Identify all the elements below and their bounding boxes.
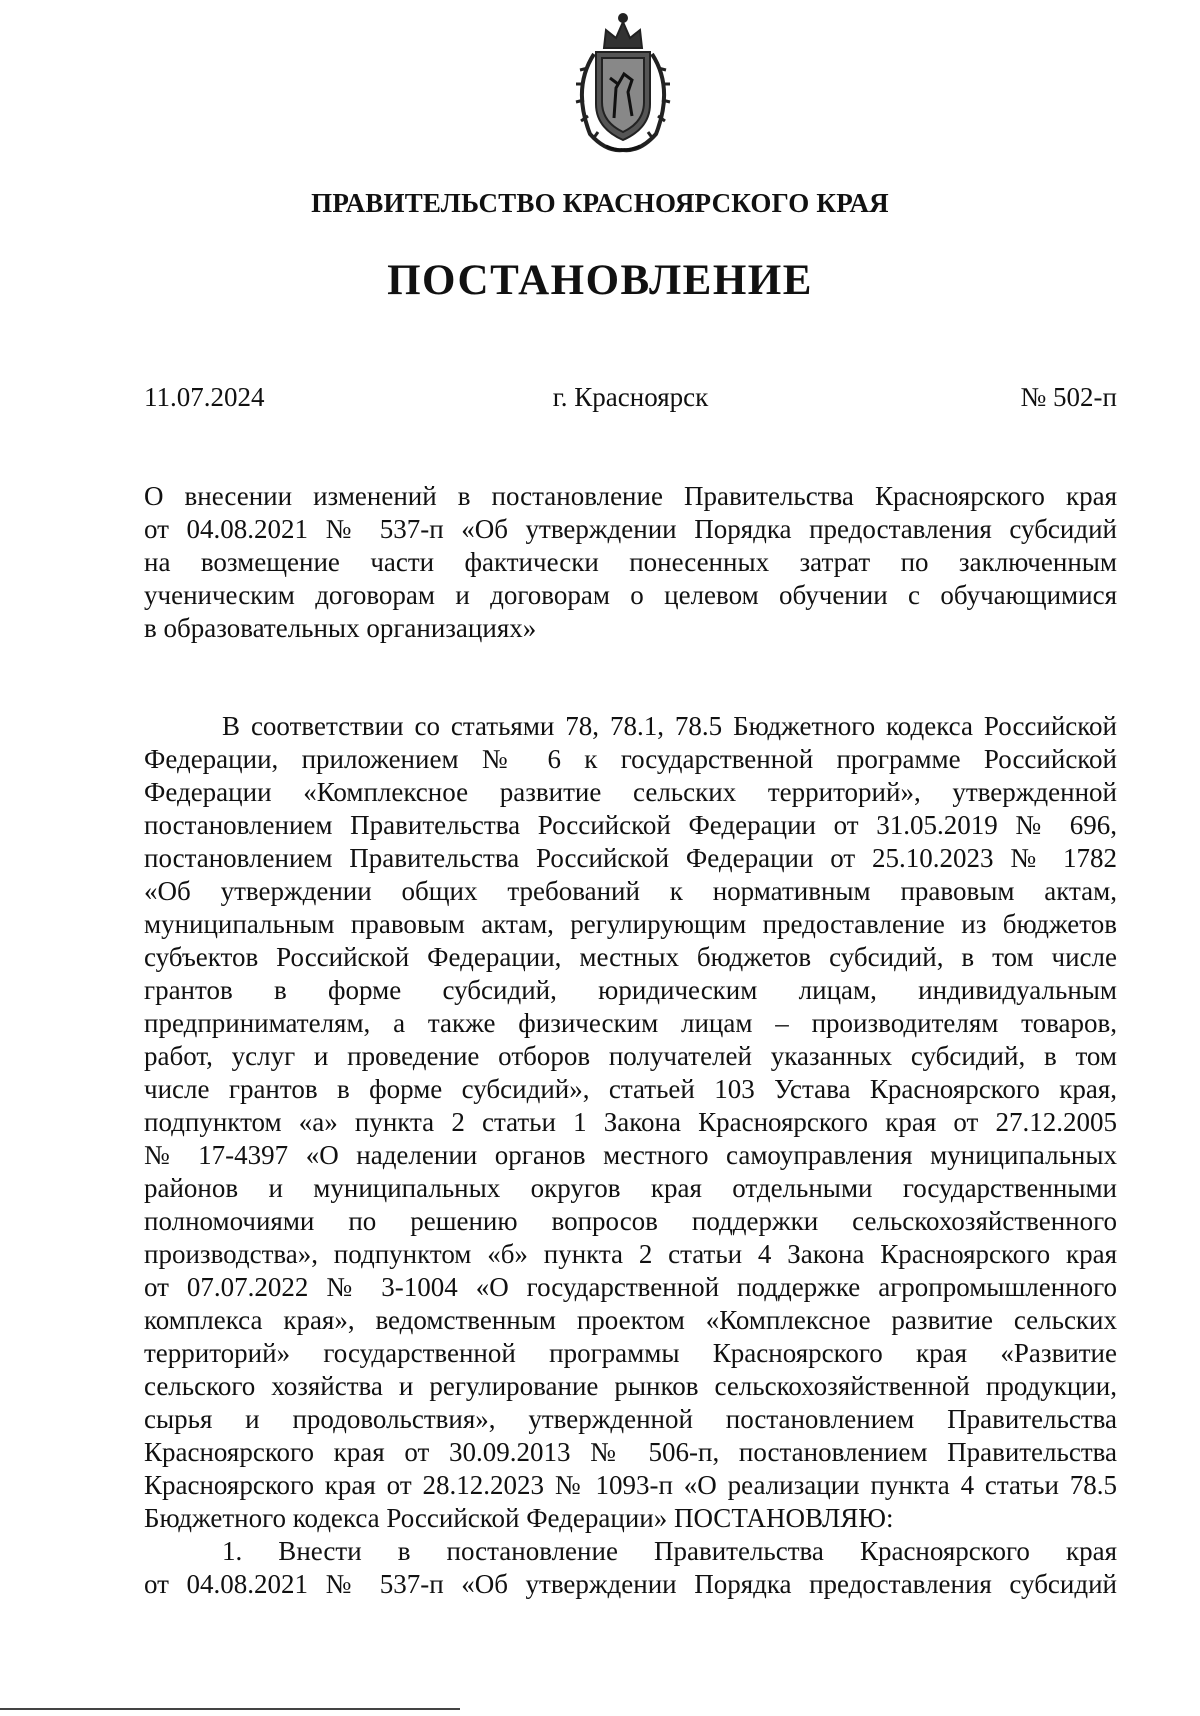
body-line: работ, услуг и проведение отборов получателей указанных субсидий, в том [144,1041,1117,1071]
body-line: подпунктом «а» пункта 2 статьи 1 Закона Красноярского края от 27.12.2005 [144,1107,1117,1137]
body-line: постановлением Правительства Российской Федерации от 25.10.2023 № 1782 [144,843,1117,873]
body-line: грантов в форме субсидий, юридическим лицам, индивидуальным [144,975,1117,1005]
body-line: от 07.07.2022 № 3-1004 «О государственной поддержке агропромышленного [144,1272,1117,1302]
body-line: сельского хозяйства и регулирование рынков сельскохозяйственной продукции, [144,1371,1117,1401]
body-line: сырья и продовольствия», утвержденной постановлением Правительства [144,1404,1117,1434]
body-line: В соответствии со статьями 78, 78.1, 78.5 Бюджетного кодекса Российской [222,711,1117,741]
document-type: ПОСТАНОВЛЕНИЕ [387,257,813,304]
body-line: Федерации «Комплексное развитие сельских территорий», утвержденной [144,777,1117,807]
body-line: Федерации, приложением № 6 к государственной программе Российской [144,744,1117,774]
body-line: «Об утверждении общих требований к нормативным правовым актам, [144,876,1117,906]
document-date: 11.07.2024 [144,382,265,412]
body-line: полномочиями по решению вопросов поддержки сельскохозяйственного [144,1206,1117,1236]
subject-line: ученическим договорам и договорам о целевом обучении с обучающимися [144,580,1117,610]
body-line: от 04.08.2021 № 537-п «Об утверждении Порядка предоставления субсидий [144,1569,1117,1599]
body-line: территорий» государственной программы Красноярского края «Развитие [144,1338,1117,1368]
document-meta-row [144,382,1117,418]
body-line: Бюджетного кодекса Российской Федерации» ПОСТАНОВЛЯЮ: [144,1503,894,1533]
coat-of-arms-emblem [566,8,680,156]
subject-line: на возмещение части фактически понесенных затрат по заключенным [144,547,1117,577]
document-number: № 502-п [1020,382,1117,412]
document-city: г. Красноярск [552,382,709,412]
body-line: субъектов Российской Федерации, местных бюджетов субсидий, в том числе [144,942,1117,972]
body-line: № 17-4397 «О наделении органов местного самоуправления муниципальных [144,1140,1117,1170]
body-line: муниципальным правовым актам, регулирующим предоставление из бюджетов [144,909,1117,939]
body-line: комплекса края», ведомственным проектом «Комплексное развитие сельских [144,1305,1117,1335]
document-subject [144,480,1117,645]
body-line: Красноярского края от 30.09.2013 № 506-п, постановлением Правительства [144,1437,1117,1467]
document-body [144,710,1117,1601]
subject-line: в образовательных организациях» [144,613,537,643]
body-line: 1. Внести в постановление Правительства Красноярского края [222,1536,1117,1566]
bottom-divider [0,1708,460,1710]
subject-line: от 04.08.2021 № 537-п «Об утверждении Порядка предоставления субсидий [144,514,1117,544]
body-line: постановлением Правительства Российской Федерации от 31.05.2019 № 696, [144,810,1117,840]
body-line: предпринимателям, а также физическим лицам – производителям товаров, [144,1008,1117,1038]
body-line: числе грантов в форме субсидий», статьей 103 Устава Красноярского края, [144,1074,1117,1104]
government-name: ПРАВИТЕЛЬСТВО КРАСНОЯРСКОГО КРАЯ [311,188,889,218]
body-line: производства», подпунктом «б» пункта 2 статьи 4 Закона Красноярского края [144,1239,1117,1269]
body-line: Красноярского края от 28.12.2023 № 1093-п «О реализации пункта 4 статьи 78.5 [144,1470,1117,1500]
subject-line: О внесении изменений в постановление Правительства Красноярского края [144,481,1117,511]
body-line: районов и муниципальных округов края отдельными государственными [144,1173,1117,1203]
